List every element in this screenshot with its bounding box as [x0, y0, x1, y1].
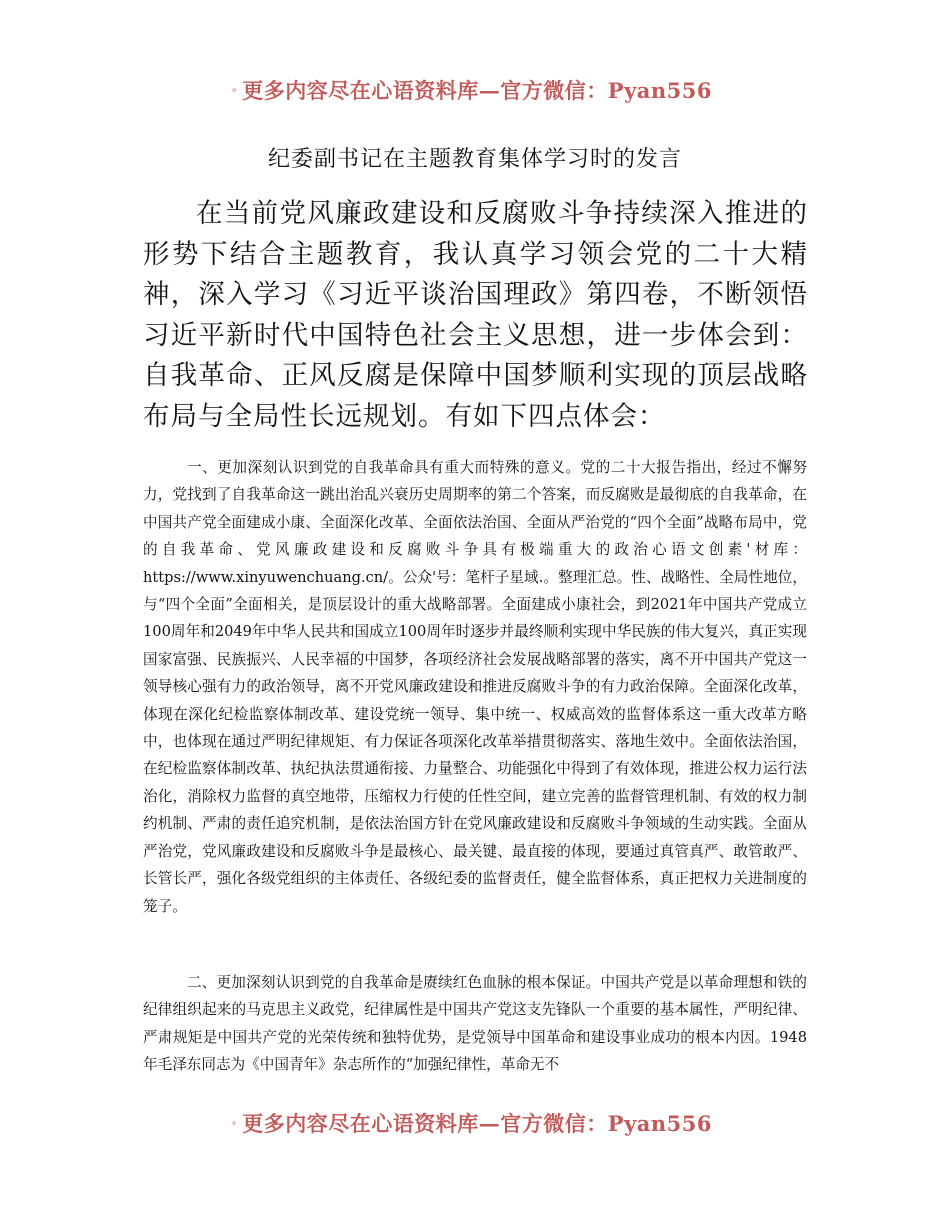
watermark-banner-top — [232, 70, 712, 110]
intro-paragraph: 在当前党风廉政建设和反腐败斗争持续深入推进的形势下结合主题教育，我认真学习领会党的二十大精神，深入学习《习近平谈治国理政》第四卷，不断领悟习近平新时代中国特色社会主义思想，进一步体会到：自我革命、正风反腐是保障中国梦顺利实现的顶层战略布局与全局性长远规划。有如下四点体会： — [143, 198, 808, 432]
pen-logo-icon — [232, 1106, 236, 1140]
watermark-text: 更多内容尽在心语资料库—官方微信：Pyan556 — [242, 1111, 712, 1136]
watermark-text: 更多内容尽在心语资料库—官方微信：Pyan556 — [242, 78, 712, 103]
pen-logo-icon — [232, 73, 236, 107]
document-title: 纪委副书记在主题教育集体学习时的发言 — [267, 147, 682, 172]
body-paragraph-2: 二、更加深刻认识到党的自我革命是赓续红色血脉的根本保证。中国共产党是以革命理想和铁的纪律组织起来的马克思主义政党，纪律属性是中国共产党这支先锋队一个重要的基本属性，严明纪律、严肃规矩是中国共产党的光荣传统和独特优势，是党领导中国革命和建设事业成功的根本内因。1948年毛泽东同志为《中国青年》杂志所作的“加强纪律性，革命无不 — [143, 974, 807, 1074]
body-paragraph-1: 一、更加深刻认识到党的自我革命具有重大而特殊的意义。党的二十大报告指出，经过不懈努力，党找到了自我革命这一跳出治乱兴衰历史周期率的第二个答案，而反腐败是最彻底的自我革命，在中国共产党全面建成小康、全面深化改革、全面依法治国、全面从严治党的“四个全面”战略布局中，党的自我革命、党风廉政建设和反腐败斗争具有极端重大的政治心语文创素'材库：https://www.xinyuwenchuang.cn/。公众'号：笔杆子星域.。整理汇总。性、战略性、全局性地位，与“四个全面”全面相关，是顶层设计的重大战略部署。全面建成小康社会，到2021年中国共产党成立100周年和2049年中华人民共和国成立100周年时逐步并最终顺利实现中华民族的伟大复兴，真正实现国家富强、民族振兴、人民幸福的中国梦，各项经济社会发展战略部署的落实，离不开中国共产党这一领导核心强有力的政治领导，离不开党风廉政建设和推进反腐败斗争的有力政治保障。全面深化改革，体现在深化纪检监察体制改革、建设党统一领导、集中统一、权威高效的监督体系这一重大改革方略中，也体现在通过严明纪律规矩、有力保证各项深化改革举措贯彻落实、落地生效中。全面依法治国，在纪检监察体制改革、执纪执法贯通衔接、力量整合、功能强化中得到了有效体现，推进公权力运行法治化，消除权力监督的真空地带，压缩权力行使的任性空间，建立完善的监督管理机制、有效的权力制约机制、严肃的责任追究机制，是依法治国方针在党风廉政建设和反腐败斗争领域的生动实践。全面从严治党，党风廉政建设和反腐败斗争是最核心、最关键、最直接的体现，要通过真管真严、敢管敢严、长管长严，强化各级党组织的主体责任、各级纪委的监督责任，健全监督体系，真正把权力关进制度的笼子。 — [143, 459, 807, 915]
watermark-banner-bottom — [232, 1103, 712, 1143]
